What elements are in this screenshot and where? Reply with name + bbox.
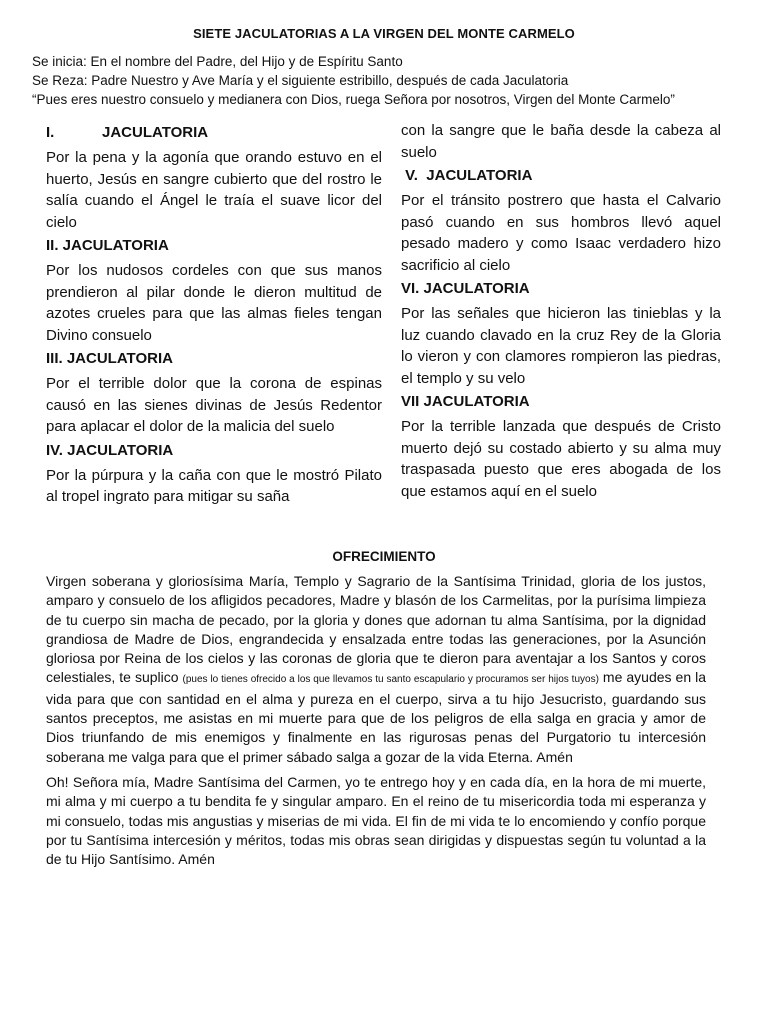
jaculatoria-number-1: I. bbox=[46, 124, 55, 141]
jaculatoria-text-4-continued: con la sangre que le baña desde la cabeza al suelo bbox=[401, 122, 721, 161]
intro-line-start: Se inicia: En el nombre del Padre, del Hijo y de Espíritu Santo bbox=[32, 54, 403, 69]
ofrecimiento-p1-part-a: Virgen soberana y gloriosísima María, Templo y Sagrario de la Santísima Trinidad, gloria de los justos, amparo y consuelo de los afligidos pecadores, Madre y blasón de los Carmelitas, por la purísima limpieza de tu cuerpo sin macha de pecado, por la gloria y dones que adornan tu alma Santísima, por la dignidad grandiosa de Madre de Dios, engrandecida y ensalzada entre todas las generaciones, por la Asunción gloriosa por Reina de los cielos y las coronas de gloria que te dieron para aventajar a los Santos y coros celestiales, te suplico bbox=[46, 573, 706, 686]
jaculatoria-label-1: JACULATORIA bbox=[102, 124, 209, 141]
jaculatoria-heading-3: III. JACULATORIA bbox=[46, 350, 173, 367]
jaculatoria-text-3: Por el terrible dolor que la corona de espinas causó en las sienes divinas de Jesús Redentor para aplacar el dolor de la malicia del suelo bbox=[46, 375, 382, 435]
jaculatoria-text-4: Por la púrpura y la caña con que le mostró Pilato al tropel ingrato para mitigar su saña bbox=[46, 466, 382, 505]
jaculatoria-heading-1 bbox=[46, 122, 382, 143]
jaculatoria-text-2: Por los nudosos cordeles con que sus manos prendieron al pilar donde le dieron multitud de azotes crueles para que las almas fieles tengan Divino consuelo bbox=[46, 262, 382, 344]
jaculatoria-heading-5: V. JACULATORIA bbox=[401, 167, 533, 184]
document-title: SIETE JACULATORIAS A LA VIRGEN DEL MONTE CARMELO bbox=[193, 26, 575, 41]
ofrecimiento-p1-part-b: me ayudes en la vida para que con santidad en el alma y pureza en el cuerpo, sirva a tu hijo Jesucristo, guardando sus santos preceptos, me asistas en mi muerte para que de los peligros de ella salga en gracia y amor de Dios triunfando de mis enemigos y finalmente en las rigurosas penas del Purgatorio tu intercesión soberana me valga para que el primer sábado salga a gozar de la vida Eterna. Amén bbox=[46, 669, 707, 765]
jaculatoria-text-5: Por el tránsito postrero que hasta el Calvario pasó cuando en sus hombros llevó aquel pesado madero y como Isaac verdadero hizo sacrificio al cielo bbox=[401, 192, 721, 274]
intro-line-refrain: “Pues eres nuestro consuelo y medianera con Dios, ruega Señora por nosotros, Virgen del Monte Carmelo” bbox=[32, 92, 675, 107]
right-column bbox=[401, 120, 721, 504]
ofrecimiento-title: OFRECIMIENTO bbox=[332, 549, 436, 564]
ofrecimiento-paragraph-1 bbox=[46, 572, 706, 767]
jaculatoria-text-6: Por las señales que hicieron las tinieblas y la luz cuando clavado en la cruz Rey de la Gloria lo vieron y con clamores rompieron las piedras, el templo y su velo bbox=[401, 305, 721, 387]
intro-block bbox=[32, 52, 752, 109]
jaculatoria-text-7: Por la terrible lanzada que después de Cristo muerto dejó su costado abierto y su alma muy traspasada puesto que eres abogada de los que estamos aquí en el suelo bbox=[401, 418, 721, 500]
ofrecimiento-paragraph-2: Oh! Señora mía, Madre Santísima del Carmen, yo te entrego hoy y en cada día, en la hora de mi muerte, mi alma y mi cuerpo a tu bendita fe y singular amparo. En el reino de tu misericordia toda mi esperanza y mi consuelo, todas mis angustias y miserias de mi vida. El fin de mi vida te lo encomiendo y confío porque por tu Santísima intercesión y méritos, todas mis obras sean dirigidas y dispuestas según tu voluntad a la de tu Hijo Santísimo. Amén bbox=[46, 773, 706, 868]
ofrecimiento-p1-parenthetical: (pues lo tienes ofrecido a los que llevamos tu santo escapulario y procuramos ser hijos tuyos) bbox=[182, 674, 599, 686]
jaculatoria-heading-7: VII JACULATORIA bbox=[401, 393, 530, 410]
jaculatoria-text-1: Por la pena y la agonía que orando estuvo en el huerto, Jesús en sangre cubierto que del rostro le salía cuando el Ángel le traía el suave licor del cielo bbox=[46, 149, 382, 231]
jaculatoria-heading-2: II. JACULATORIA bbox=[46, 237, 169, 254]
left-column bbox=[46, 120, 382, 510]
jaculatoria-heading-6: VI. JACULATORIA bbox=[401, 280, 530, 297]
intro-line-prayers: Se Reza: Padre Nuestro y Ave María y el siguiente estribillo, después de cada Jaculatoria bbox=[32, 73, 569, 88]
jaculatoria-heading-4: IV. JACULATORIA bbox=[46, 441, 174, 459]
ofrecimiento-body bbox=[46, 572, 706, 875]
